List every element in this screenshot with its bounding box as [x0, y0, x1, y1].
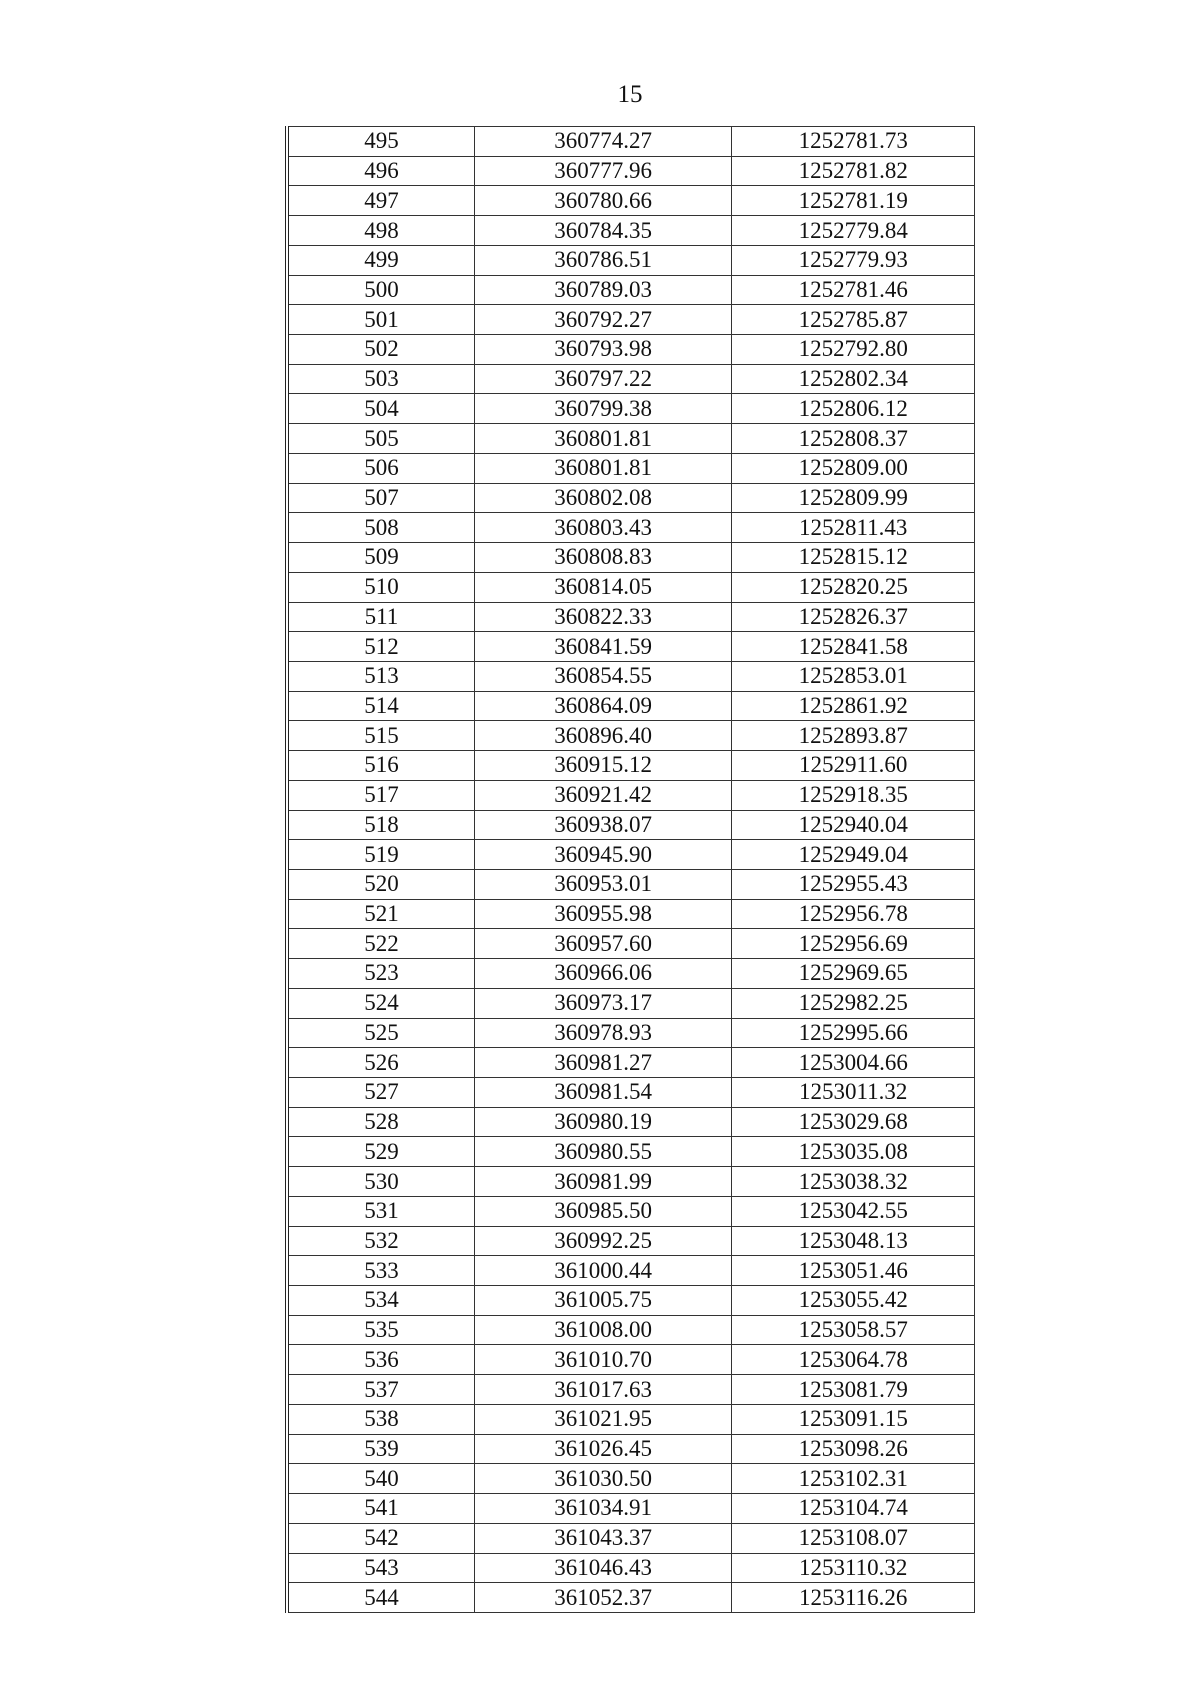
y-coordinate-cell: 1252918.35 [732, 780, 975, 810]
table-row [287, 216, 975, 246]
y-coordinate-cell: 1252955.43 [732, 869, 975, 899]
table-row [287, 1196, 975, 1226]
y-coordinate-cell: 1252779.93 [732, 245, 975, 275]
coordinate-table [285, 126, 975, 1613]
point-number-cell: 510 [287, 572, 474, 602]
point-number-cell: 496 [287, 156, 474, 186]
point-number-cell: 502 [287, 335, 474, 365]
point-number-cell: 501 [287, 305, 474, 335]
point-number-cell: 518 [287, 810, 474, 840]
table-row [287, 364, 975, 394]
y-coordinate-cell: 1253091.15 [732, 1404, 975, 1434]
table-row [287, 988, 975, 1018]
point-number-cell: 527 [287, 1078, 474, 1108]
y-coordinate-cell: 1253108.07 [732, 1523, 975, 1553]
x-coordinate-cell: 360915.12 [474, 751, 732, 781]
table-row [287, 245, 975, 275]
x-coordinate-cell: 360774.27 [474, 127, 732, 157]
y-coordinate-cell: 1252809.99 [732, 483, 975, 513]
x-coordinate-cell: 360955.98 [474, 899, 732, 929]
point-number-cell: 520 [287, 869, 474, 899]
point-number-cell: 500 [287, 275, 474, 305]
x-coordinate-cell: 360777.96 [474, 156, 732, 186]
point-number-cell: 537 [287, 1375, 474, 1405]
table-row [287, 810, 975, 840]
x-coordinate-cell: 360793.98 [474, 335, 732, 365]
point-number-cell: 544 [287, 1583, 474, 1613]
table-row [287, 1137, 975, 1167]
table-row [287, 1375, 975, 1405]
table-row [287, 1226, 975, 1256]
table-row [287, 869, 975, 899]
x-coordinate-cell: 361008.00 [474, 1315, 732, 1345]
point-number-cell: 542 [287, 1523, 474, 1553]
x-coordinate-cell: 360854.55 [474, 661, 732, 691]
point-number-cell: 523 [287, 959, 474, 989]
y-coordinate-cell: 1252861.92 [732, 691, 975, 721]
y-coordinate-cell: 1252809.00 [732, 453, 975, 483]
x-coordinate-cell: 360799.38 [474, 394, 732, 424]
table-row [287, 721, 975, 751]
table-row [287, 1434, 975, 1464]
y-coordinate-cell: 1253116.26 [732, 1583, 975, 1613]
point-number-cell: 526 [287, 1048, 474, 1078]
y-coordinate-cell: 1253102.31 [732, 1464, 975, 1494]
x-coordinate-cell: 360822.33 [474, 602, 732, 632]
table-row [287, 1494, 975, 1524]
x-coordinate-cell: 361010.70 [474, 1345, 732, 1375]
table-row [287, 1553, 975, 1583]
y-coordinate-cell: 1252811.43 [732, 513, 975, 543]
x-coordinate-cell: 360938.07 [474, 810, 732, 840]
y-coordinate-cell: 1252806.12 [732, 394, 975, 424]
y-coordinate-cell: 1253064.78 [732, 1345, 975, 1375]
y-coordinate-cell: 1253051.46 [732, 1256, 975, 1286]
point-number-cell: 507 [287, 483, 474, 513]
table-row [287, 929, 975, 959]
y-coordinate-cell: 1252802.34 [732, 364, 975, 394]
table-row [287, 632, 975, 662]
table-row [287, 127, 975, 157]
x-coordinate-cell: 360841.59 [474, 632, 732, 662]
y-coordinate-cell: 1253035.08 [732, 1137, 975, 1167]
table-row [287, 1583, 975, 1613]
table-row [287, 780, 975, 810]
table-row [287, 1078, 975, 1108]
x-coordinate-cell: 360945.90 [474, 840, 732, 870]
point-number-cell: 531 [287, 1196, 474, 1226]
table-row [287, 424, 975, 454]
x-coordinate-cell: 360980.19 [474, 1107, 732, 1137]
point-number-cell: 529 [287, 1137, 474, 1167]
table-row [287, 1404, 975, 1434]
point-number-cell: 541 [287, 1494, 474, 1524]
x-coordinate-cell: 360864.09 [474, 691, 732, 721]
x-coordinate-cell: 361017.63 [474, 1375, 732, 1405]
point-number-cell: 499 [287, 245, 474, 275]
table-row [287, 1018, 975, 1048]
x-coordinate-cell: 360980.55 [474, 1137, 732, 1167]
y-coordinate-cell: 1252956.69 [732, 929, 975, 959]
point-number-cell: 517 [287, 780, 474, 810]
x-coordinate-cell: 360814.05 [474, 572, 732, 602]
x-coordinate-cell: 360953.01 [474, 869, 732, 899]
x-coordinate-cell: 360780.66 [474, 186, 732, 216]
x-coordinate-cell: 361030.50 [474, 1464, 732, 1494]
table-row [287, 543, 975, 573]
y-coordinate-cell: 1253029.68 [732, 1107, 975, 1137]
x-coordinate-cell: 361000.44 [474, 1256, 732, 1286]
x-coordinate-cell: 360992.25 [474, 1226, 732, 1256]
table-row [287, 959, 975, 989]
y-coordinate-cell: 1252792.80 [732, 335, 975, 365]
point-number-cell: 516 [287, 751, 474, 781]
x-coordinate-cell: 360786.51 [474, 245, 732, 275]
x-coordinate-cell: 360981.54 [474, 1078, 732, 1108]
y-coordinate-cell: 1252893.87 [732, 721, 975, 751]
point-number-cell: 511 [287, 602, 474, 632]
point-number-cell: 504 [287, 394, 474, 424]
y-coordinate-cell: 1252820.25 [732, 572, 975, 602]
table-row [287, 1107, 975, 1137]
y-coordinate-cell: 1252853.01 [732, 661, 975, 691]
point-number-cell: 535 [287, 1315, 474, 1345]
table-row [287, 335, 975, 365]
table-row [287, 840, 975, 870]
point-number-cell: 532 [287, 1226, 474, 1256]
y-coordinate-cell: 1253110.32 [732, 1553, 975, 1583]
point-number-cell: 503 [287, 364, 474, 394]
table-row [287, 1286, 975, 1316]
table-row [287, 483, 975, 513]
point-number-cell: 519 [287, 840, 474, 870]
point-number-cell: 497 [287, 186, 474, 216]
y-coordinate-cell: 1252781.82 [732, 156, 975, 186]
table-row [287, 186, 975, 216]
y-coordinate-cell: 1253058.57 [732, 1315, 975, 1345]
table-row [287, 1167, 975, 1197]
table-row [287, 602, 975, 632]
y-coordinate-cell: 1253081.79 [732, 1375, 975, 1405]
point-number-cell: 513 [287, 661, 474, 691]
x-coordinate-cell: 361021.95 [474, 1404, 732, 1434]
table-row [287, 751, 975, 781]
x-coordinate-cell: 360801.81 [474, 453, 732, 483]
point-number-cell: 514 [287, 691, 474, 721]
table-row [287, 572, 975, 602]
table-row [287, 156, 975, 186]
x-coordinate-cell: 360789.03 [474, 275, 732, 305]
y-coordinate-cell: 1252841.58 [732, 632, 975, 662]
point-number-cell: 525 [287, 1018, 474, 1048]
y-coordinate-cell: 1252956.78 [732, 899, 975, 929]
x-coordinate-cell: 360978.93 [474, 1018, 732, 1048]
table-row [287, 1345, 975, 1375]
point-number-cell: 508 [287, 513, 474, 543]
x-coordinate-cell: 360966.06 [474, 959, 732, 989]
x-coordinate-cell: 360921.42 [474, 780, 732, 810]
x-coordinate-cell: 361043.37 [474, 1523, 732, 1553]
y-coordinate-cell: 1252940.04 [732, 810, 975, 840]
y-coordinate-cell: 1252826.37 [732, 602, 975, 632]
y-coordinate-cell: 1253011.32 [732, 1078, 975, 1108]
page-number: 15 [617, 81, 643, 108]
x-coordinate-cell: 361052.37 [474, 1583, 732, 1613]
point-number-cell: 498 [287, 216, 474, 246]
table-row [287, 1048, 975, 1078]
table-row [287, 305, 975, 335]
table-row [287, 661, 975, 691]
x-coordinate-cell: 361034.91 [474, 1494, 732, 1524]
y-coordinate-cell: 1253004.66 [732, 1048, 975, 1078]
table-row [287, 1256, 975, 1286]
table-row [287, 1315, 975, 1345]
x-coordinate-cell: 361026.45 [474, 1434, 732, 1464]
table-row [287, 275, 975, 305]
y-coordinate-cell: 1253048.13 [732, 1226, 975, 1256]
y-coordinate-cell: 1253038.32 [732, 1167, 975, 1197]
y-coordinate-cell: 1253104.74 [732, 1494, 975, 1524]
x-coordinate-cell: 360792.27 [474, 305, 732, 335]
point-number-cell: 509 [287, 543, 474, 573]
point-number-cell: 528 [287, 1107, 474, 1137]
y-coordinate-cell: 1252969.65 [732, 959, 975, 989]
point-number-cell: 540 [287, 1464, 474, 1494]
x-coordinate-cell: 360803.43 [474, 513, 732, 543]
y-coordinate-cell: 1252781.73 [732, 127, 975, 157]
y-coordinate-cell: 1252815.12 [732, 543, 975, 573]
x-coordinate-cell: 360801.81 [474, 424, 732, 454]
x-coordinate-cell: 360981.27 [474, 1048, 732, 1078]
point-number-cell: 495 [287, 127, 474, 157]
x-coordinate-cell: 360957.60 [474, 929, 732, 959]
point-number-cell: 505 [287, 424, 474, 454]
x-coordinate-cell: 361046.43 [474, 1553, 732, 1583]
y-coordinate-cell: 1253055.42 [732, 1286, 975, 1316]
point-number-cell: 521 [287, 899, 474, 929]
y-coordinate-cell: 1252779.84 [732, 216, 975, 246]
point-number-cell: 543 [287, 1553, 474, 1583]
x-coordinate-cell: 360973.17 [474, 988, 732, 1018]
table-row [287, 394, 975, 424]
y-coordinate-cell: 1253098.26 [732, 1434, 975, 1464]
y-coordinate-cell: 1252781.19 [732, 186, 975, 216]
point-number-cell: 524 [287, 988, 474, 1018]
table-row [287, 899, 975, 929]
y-coordinate-cell: 1252808.37 [732, 424, 975, 454]
x-coordinate-cell: 360802.08 [474, 483, 732, 513]
coordinate-table-body [287, 127, 975, 1613]
y-coordinate-cell: 1252781.46 [732, 275, 975, 305]
y-coordinate-cell: 1252995.66 [732, 1018, 975, 1048]
point-number-cell: 515 [287, 721, 474, 751]
y-coordinate-cell: 1252911.60 [732, 751, 975, 781]
x-coordinate-cell: 360981.99 [474, 1167, 732, 1197]
table-row [287, 453, 975, 483]
x-coordinate-cell: 360808.83 [474, 543, 732, 573]
y-coordinate-cell: 1252949.04 [732, 840, 975, 870]
table-row [287, 513, 975, 543]
point-number-cell: 522 [287, 929, 474, 959]
point-number-cell: 538 [287, 1404, 474, 1434]
point-number-cell: 539 [287, 1434, 474, 1464]
point-number-cell: 506 [287, 453, 474, 483]
x-coordinate-cell: 360985.50 [474, 1196, 732, 1226]
y-coordinate-cell: 1253042.55 [732, 1196, 975, 1226]
point-number-cell: 536 [287, 1345, 474, 1375]
table-row [287, 1523, 975, 1553]
y-coordinate-cell: 1252785.87 [732, 305, 975, 335]
point-number-cell: 530 [287, 1167, 474, 1197]
point-number-cell: 534 [287, 1286, 474, 1316]
y-coordinate-cell: 1252982.25 [732, 988, 975, 1018]
x-coordinate-cell: 360896.40 [474, 721, 732, 751]
table-row [287, 1464, 975, 1494]
x-coordinate-cell: 360784.35 [474, 216, 732, 246]
point-number-cell: 512 [287, 632, 474, 662]
x-coordinate-cell: 361005.75 [474, 1286, 732, 1316]
x-coordinate-cell: 360797.22 [474, 364, 732, 394]
table-row [287, 691, 975, 721]
point-number-cell: 533 [287, 1256, 474, 1286]
